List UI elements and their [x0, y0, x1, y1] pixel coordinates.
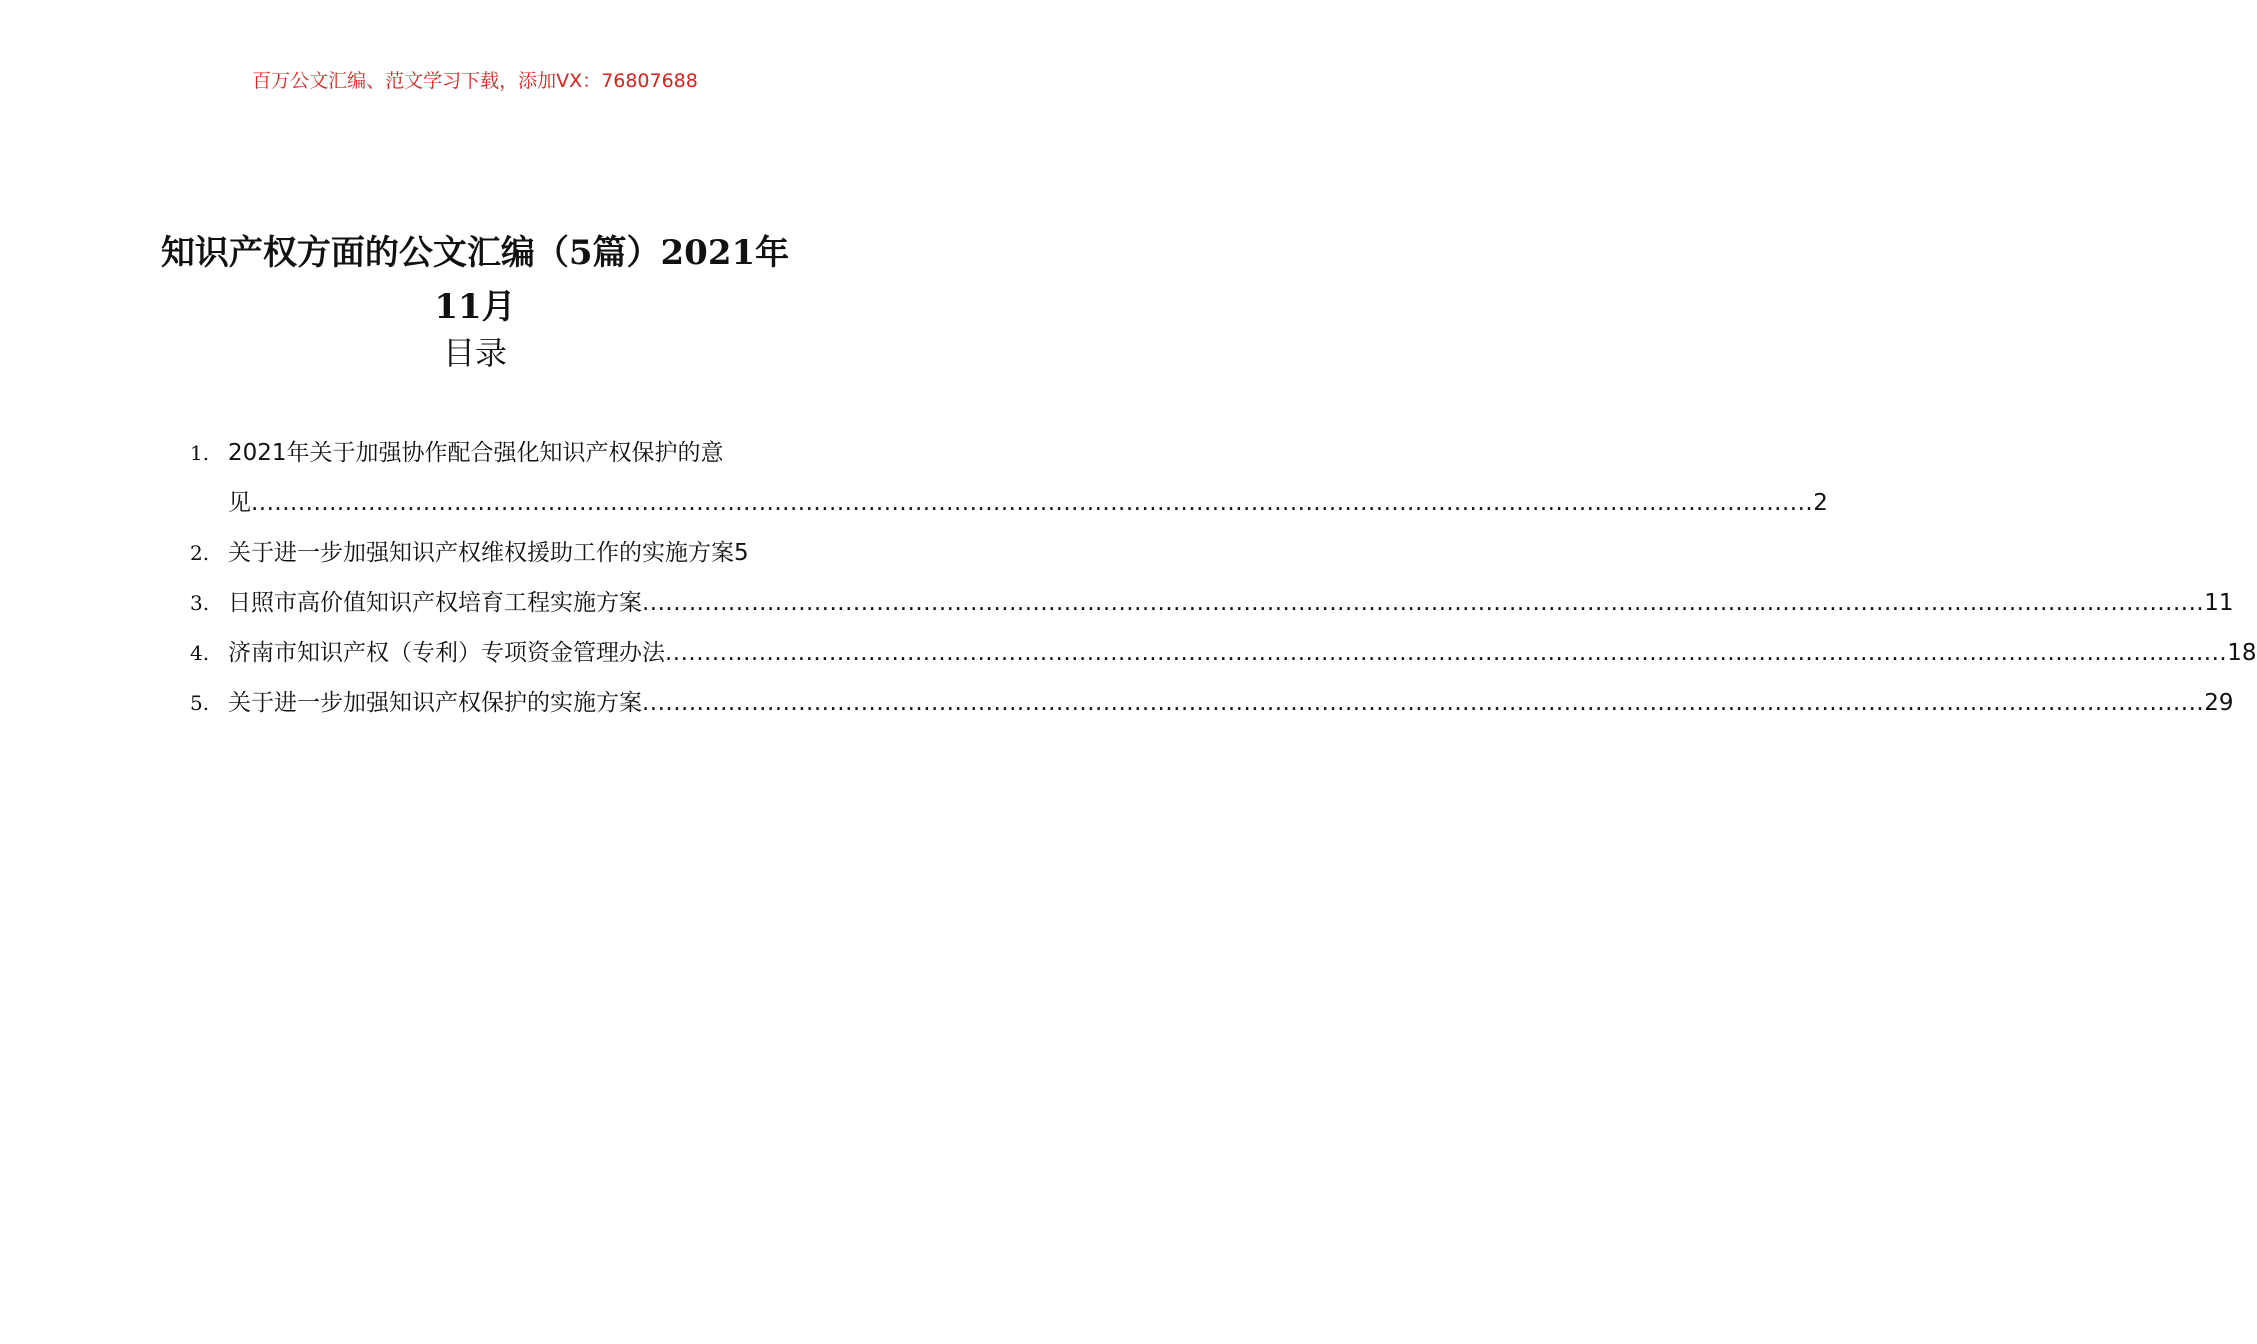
document-title-line-2: 11月 [434, 287, 516, 327]
toc-entry-title: 日照市高价值知识产权培育工程实施方案 [228, 590, 642, 616]
toc-entry-page: 2 [1813, 490, 1828, 516]
toc-entry-line [228, 528, 806, 578]
toc-entry-3[interactable] [190, 578, 2234, 628]
toc-entry-title: 济南市知识产权（专利）专项资金管理办法 [228, 640, 665, 666]
toc-entry-number: 3. [190, 591, 210, 615]
toc-leader-dots: ........................................................................................................................................................................................................ [642, 590, 2205, 616]
toc-entry-page: 5 [734, 540, 749, 566]
toc-entry-line [228, 628, 2257, 678]
toc-entry-page: 11 [2204, 590, 2234, 616]
toc-entry-number: 2. [190, 541, 210, 565]
toc-entry-2[interactable] [190, 528, 806, 578]
toc-entry-page: 18 [2227, 640, 2257, 666]
toc-entry-5[interactable] [190, 678, 2234, 728]
table-of-contents [190, 428, 2257, 728]
document-title-line-1: 知识产权方面的公文汇编（5篇）2021年 [160, 233, 790, 273]
toc-entry-number: 1. [190, 441, 210, 465]
toc-entry-title: 2021年关于加强协作配合强化知识产权保护的意 [228, 440, 724, 466]
toc-entry-line [228, 478, 1828, 528]
header-note: 百万公文汇编、范文学习下载，添加VX：76807688 [252, 70, 698, 92]
toc-entry-title-continued: 见 [228, 490, 251, 516]
toc-entry-page: 29 [2204, 690, 2234, 716]
toc-entry-4[interactable] [190, 628, 2257, 678]
toc-leader-dots: ........................................................................................................................................................................................................ [642, 690, 2205, 716]
toc-entry-number: 5. [190, 691, 210, 715]
toc-entry-1[interactable] [190, 428, 1828, 528]
toc-leader-dots: ........................................................................................................................................................................................................ [251, 490, 1814, 516]
toc-entry-line [228, 428, 806, 478]
toc-entry-number: 4. [190, 641, 210, 665]
toc-leader-dots: ........................................................................................................................................................................................................ [665, 640, 2228, 666]
toc-entry-title: 关于进一步加强知识产权保护的实施方案 [228, 690, 642, 716]
toc-heading: 目录 [442, 334, 507, 372]
toc-entry-line [228, 578, 2234, 628]
toc-entry-line [228, 678, 2234, 728]
toc-entry-title: 关于进一步加强知识产权维权援助工作的实施方案 [228, 540, 734, 566]
document-title [100, 226, 850, 334]
